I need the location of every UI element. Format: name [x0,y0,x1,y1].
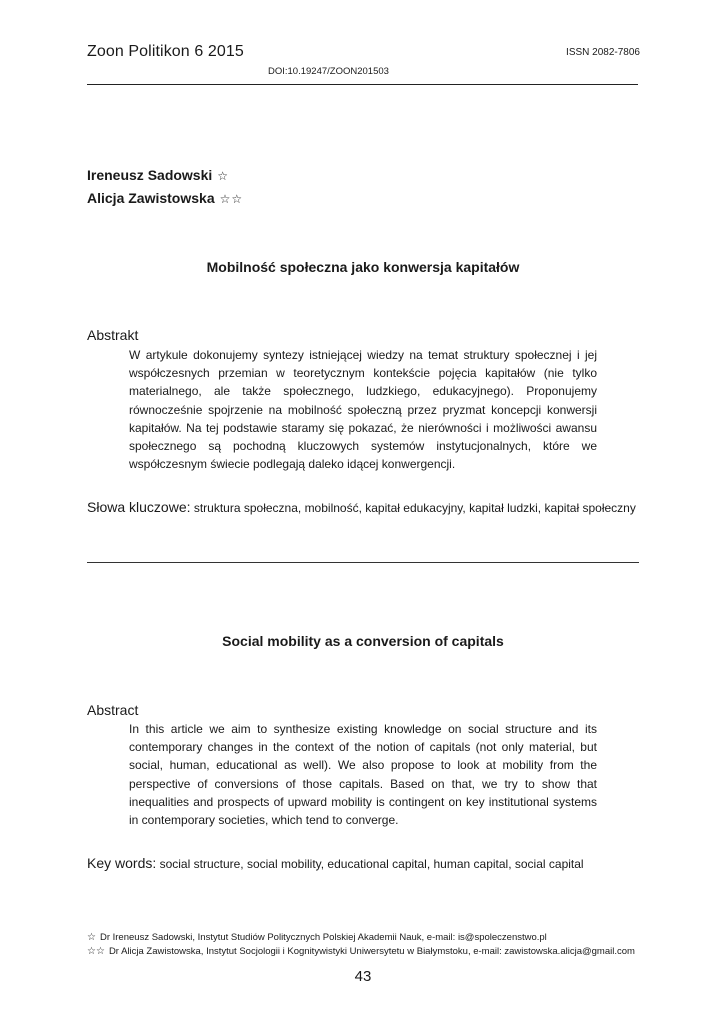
keywords-list: struktura społeczna, mobilność, kapitał edukacyjny, kapitał ludzki, kapitał społeczny [193,501,636,515]
english-abstract-text: In this article we aim to synthesize existing knowledge on social structure and its contemporary changes in the context of the notion of capitals (not only material, but social, human, educational as well). We also propose to look at mobility from the perspective of conversions of those capitals. Based on that, we try to show that inequalities and prospects of upward mobility is contingent on key institutional systems in contemporary societies, which tend to converge. [129,722,597,828]
english-keywords [87,852,640,875]
section-divider [87,562,639,563]
english-abstract-heading: Abstract [87,702,139,718]
journal-title: Zoon Politikon 6 2015 [87,43,244,60]
author-1 [87,167,229,183]
page-number: 43 [354,968,372,985]
footnote-2 [87,945,635,959]
author-footnote-mark: ☆ [217,169,230,183]
keywords-list: social structure, social mobility, educational capital, human capital, social capital [159,857,584,871]
english-title: Social mobility as a conversion of capitals [222,633,504,649]
polish-keywords [87,496,640,519]
issn: ISSN 2082-7806 [566,47,640,58]
footnote-mark: ☆ [87,932,96,943]
footnote-1 [87,931,547,945]
header-rule [87,84,638,85]
polish-title: Mobilność społeczna jako konwersja kapitałów [206,259,520,275]
polish-abstract-heading: Abstrakt [87,327,139,343]
author-name: Alicja Zawistowska [87,190,215,206]
doi: DOI:10.19247/ZOON201503 [268,66,389,77]
footnote-text: Dr Alicja Zawistowska, Instytut Socjologii i Kognitywistyki Uniwersytetu w Białymstoku, e-mail: zawistowska.alicja@gmail.com [108,946,635,957]
author-name: Ireneusz Sadowski [87,167,213,183]
author-2 [87,190,243,206]
keywords-label: Słowa kluczowe: [87,499,191,515]
footnote-text: Dr Ireneusz Sadowski, Instytut Studiów Politycznych Polskiej Akademii Nauk, e-mail: is@spoleczenstwo.pl [99,932,547,943]
footnote-mark: ☆☆ [87,946,105,957]
polish-abstract-text: W artykule dokonujemy syntezy istniejącej wiedzy na temat struktury społecznej i jej współczesnych przemian w teoretycznym kontekście pojęcia kapitałów (nie tylko materialnego, ale także społecznego, ludzkiego, edukacyjnego). Proponujemy równocześnie spojrzenie na mobilność społeczną przez pryzmat koncepcji konwersji kapitałów. Na tej podstawie staramy się pokazać, że nierówności i możliwości awansu społecznego są pochodną kluczowych systemów instytucjonalnych, które we współczesnym świecie podlegają daleko idącej konwergencji. [129,348,597,472]
keywords-label: Key words: [87,855,157,871]
author-footnote-mark: ☆☆ [219,192,244,206]
